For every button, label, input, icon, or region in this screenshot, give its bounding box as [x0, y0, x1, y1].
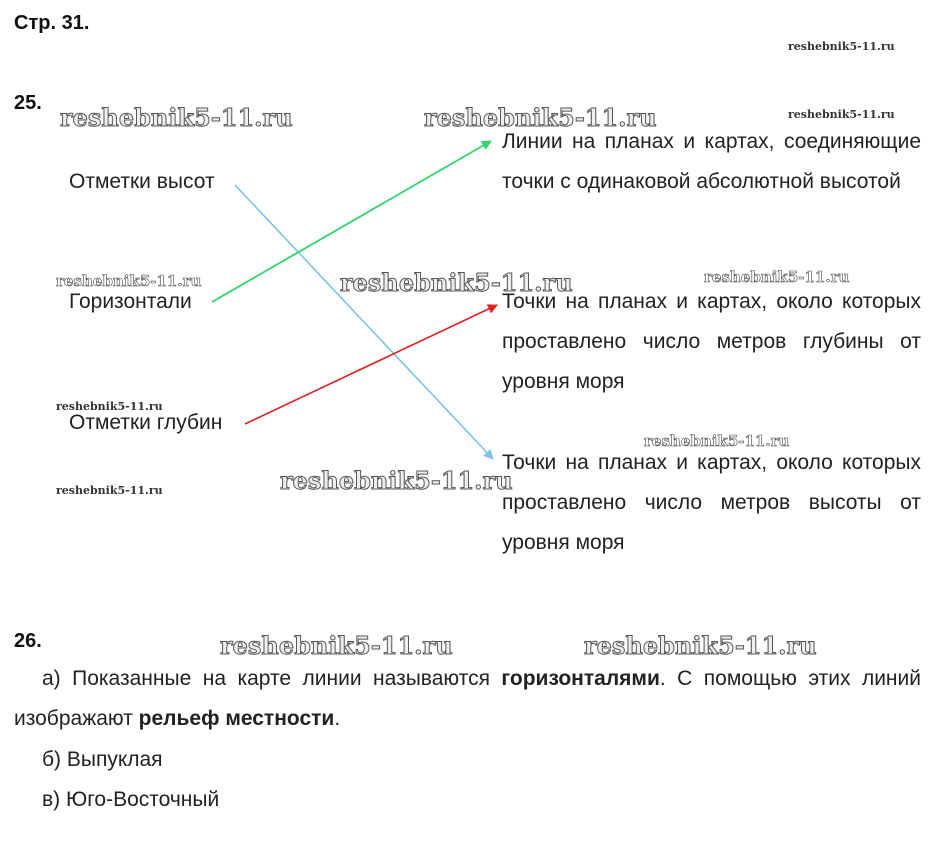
answer-b: б) Выпуклая — [42, 748, 163, 771]
watermark: reshebnik5-11.ru — [60, 103, 293, 132]
answer-a-bold-term: рельеф местности — [138, 707, 335, 730]
watermark: reshebnik5-11.ru — [280, 466, 513, 495]
watermark: reshebnik5-11.ru — [340, 268, 573, 297]
watermark: reshebnik5-11.ru — [644, 432, 790, 450]
arrow-contour-to-lines — [212, 141, 491, 302]
answer-a-bold-term: горизонталями — [501, 667, 660, 690]
watermark: reshebnik5-11.ru — [424, 103, 657, 132]
answer-a-text: . С помощью этих линий изображают — [14, 667, 921, 730]
watermark: reshebnik5-11.ru — [788, 108, 895, 121]
definition-depth-marks: Точки на планах и картах, около которых проставлено число метров глубины от уровня моря — [502, 290, 921, 393]
answer-a-text: а) Показанные на карте линии называются — [42, 667, 502, 690]
arrow-depth-to-depth — [245, 305, 497, 424]
answer-c: в) Юго-Восточный — [42, 788, 220, 811]
definition-contour-lines: Линии на планах и картах, соединяющие точки с одинаковой абсолютной высотой — [502, 130, 921, 193]
watermark: reshebnik5-11.ru — [56, 272, 202, 290]
term-contour-lines: Горизонтали — [69, 290, 192, 313]
answer-a — [14, 659, 921, 739]
task-number-26: 26. — [14, 630, 42, 652]
definition-elevation-marks: Точки на планах и картах, около которых проставлено число метров высоты от уровня моря — [502, 451, 921, 554]
watermark: reshebnik5-11.ru — [584, 631, 817, 660]
watermark: reshebnik5-11.ru — [220, 631, 453, 660]
task-number-25: 25. — [14, 92, 42, 114]
watermark: reshebnik5-11.ru — [56, 484, 163, 497]
watermark: reshebnik5-11.ru — [704, 268, 850, 286]
term-depth-marks: Отметки глубин — [69, 411, 223, 434]
page-header: Стр. 31. — [14, 12, 90, 34]
arrow-elevation-to-height — [235, 185, 493, 459]
watermark: reshebnik5-11.ru — [788, 40, 895, 53]
answer-a-text: . — [334, 707, 341, 730]
term-elevation-marks: Отметки высот — [69, 170, 215, 193]
watermark: reshebnik5-11.ru — [56, 400, 163, 413]
